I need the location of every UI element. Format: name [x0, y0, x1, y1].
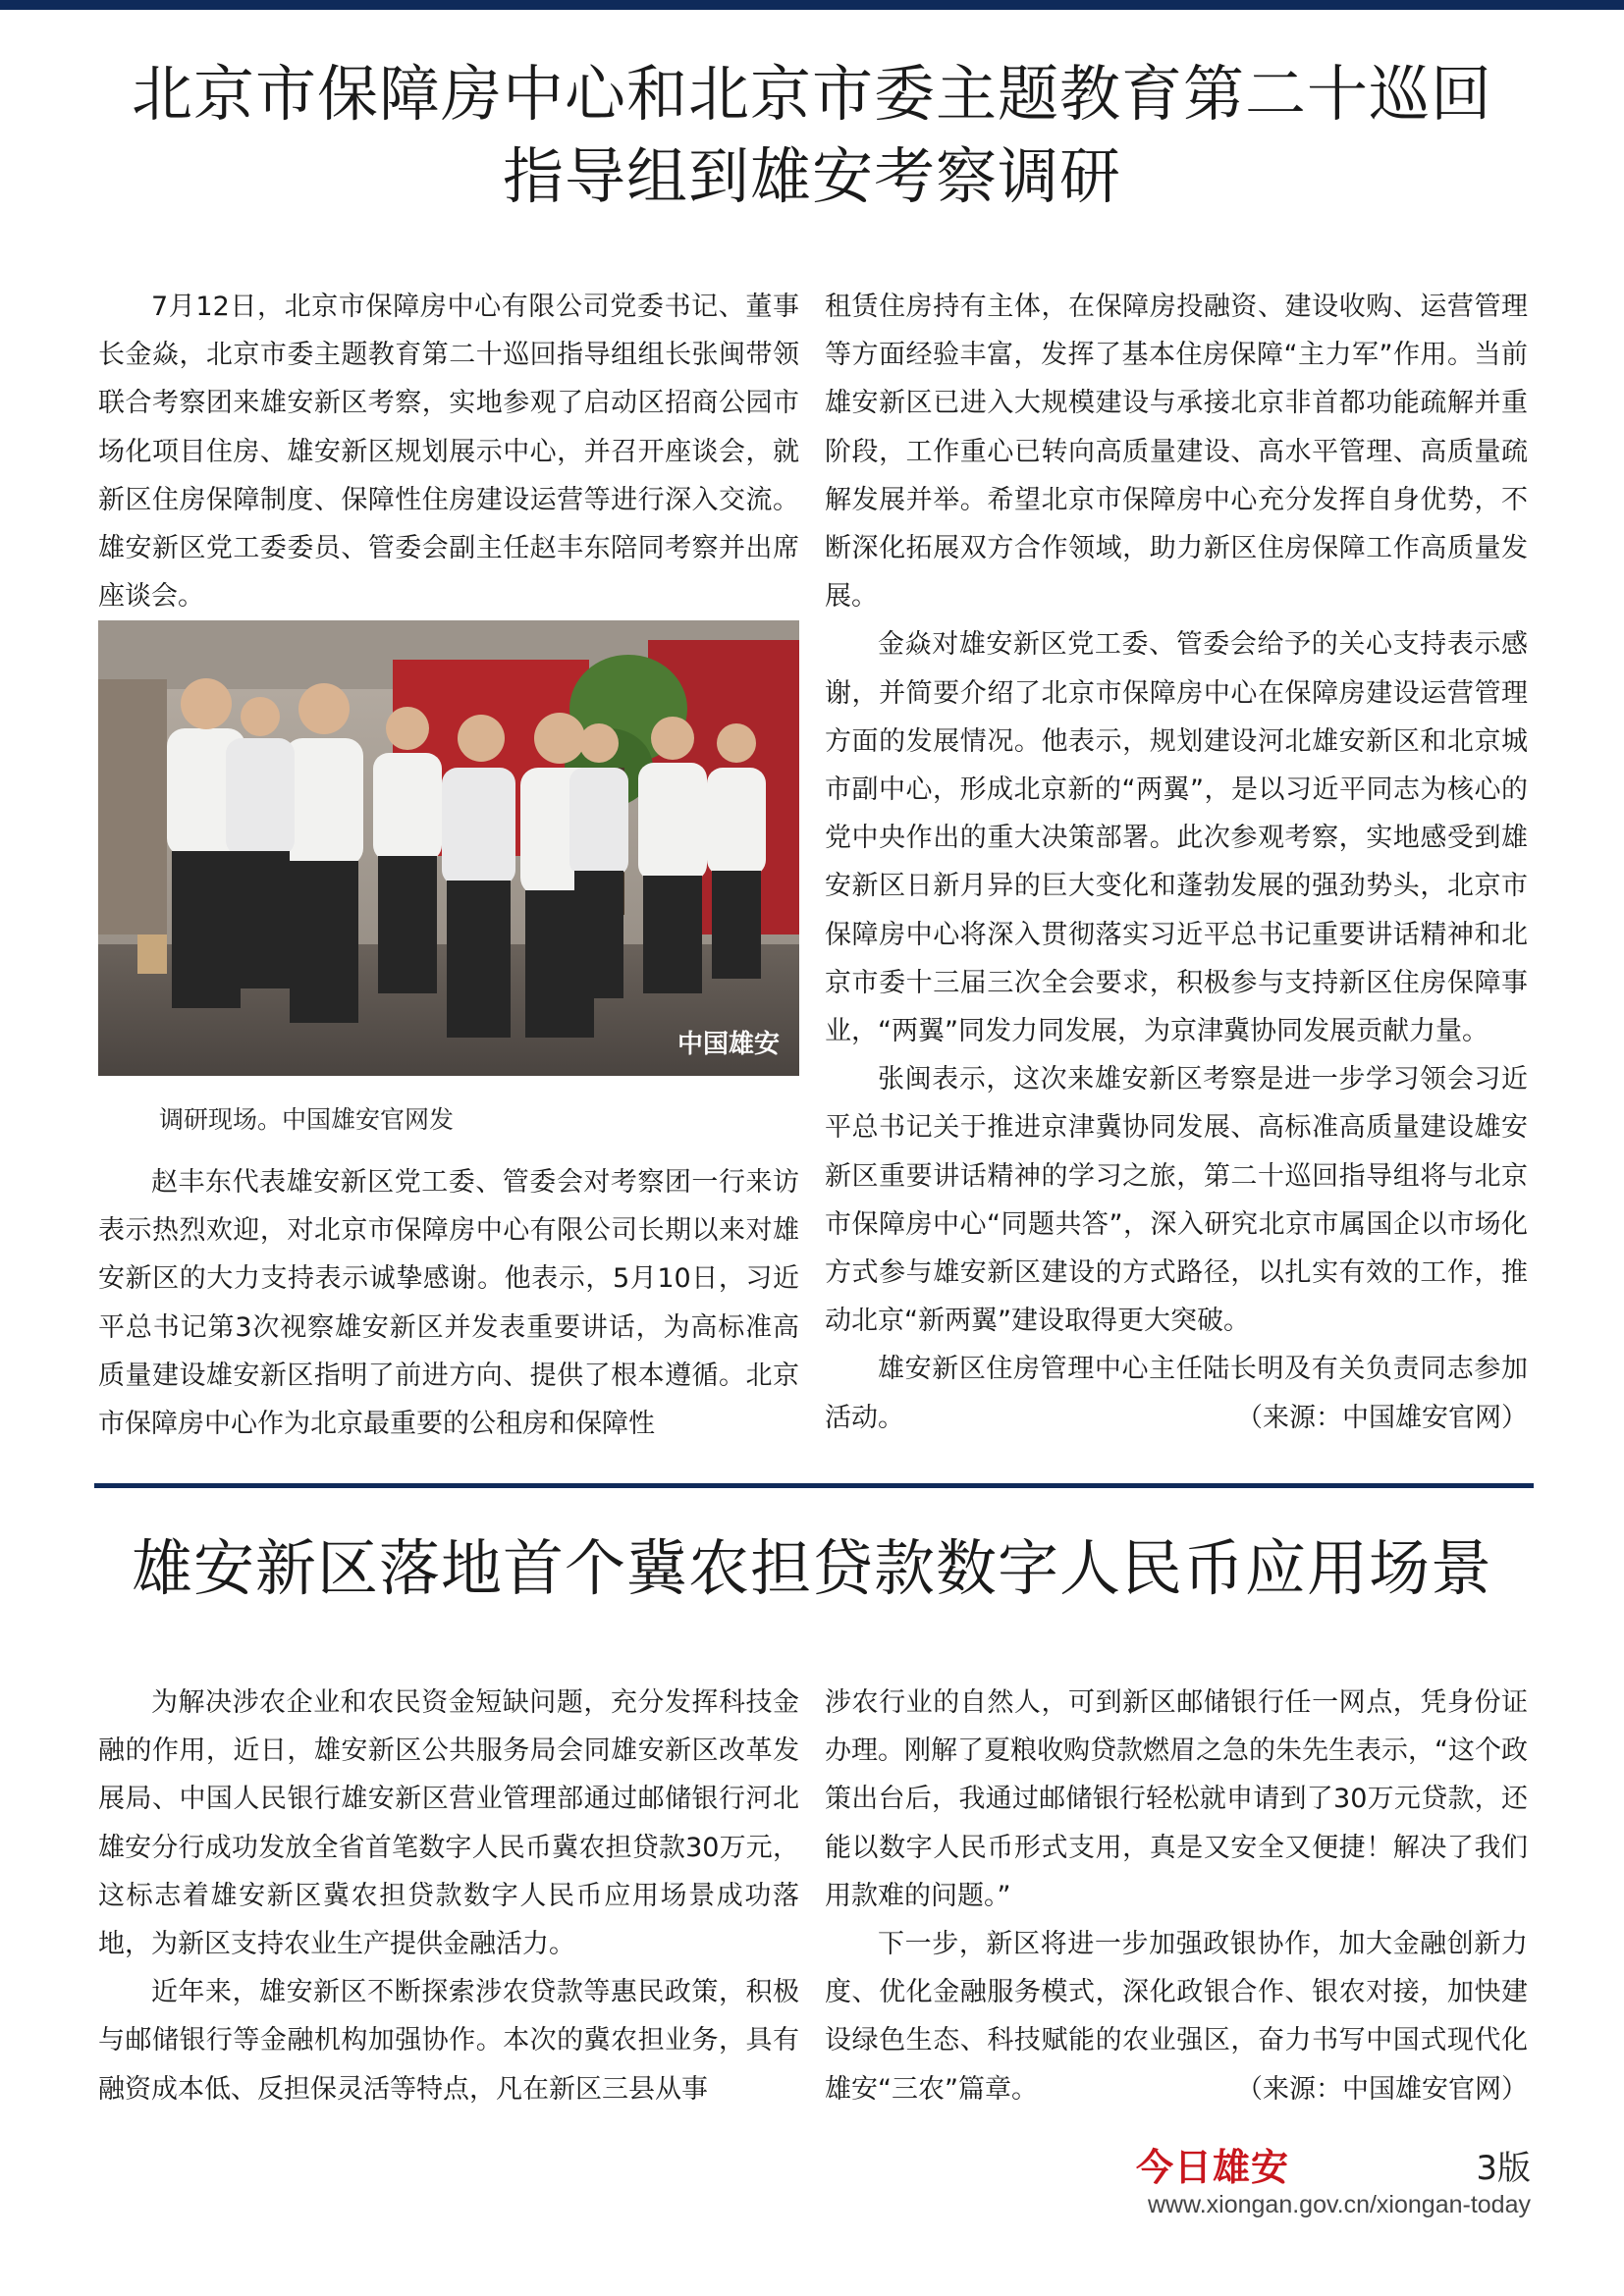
article1-headline-line1: 北京市保障房中心和北京市委主题教育第二十巡回 — [131, 58, 1492, 130]
photo-watermark: 中国雄安 — [677, 1030, 781, 1059]
article1-closing-text: 雄安新区住房管理中心主任陆长明及有关负责同志参加活动。 — [825, 1354, 1528, 1433]
article1-headline-line2: 指导组到雄安考察调研 — [502, 140, 1121, 212]
article1-paragraph-3: 金焱对雄安新区党工委、管委会给予的关心支持表示感谢，并简要介绍了北京市保障房中心在保障房建设运营管理方面的发展情况。他表示，规划建设河北雄安新区和北京城市副中心，形成北京新的“两翼”，是以习近平同志为核心的党中央作出的重大决策部署。此次参观考察，实地感受到雄安新区日新月异的巨大变化和蓬勃发展的强劲势头，北京市保障房中心将深入贯彻落实习近平总书记重要讲话精神和北京市委十三届三次全会要求，积极参与支持新区住房保障事业，“两翼”同发力同发展，为京津冀协同发展贡献力量。 — [825, 629, 1528, 1047]
article2-closing-text: 下一步，新区将进一步加强政银协作，加大金融创新力度、优化金融服务模式，深化政银合作、银农对接，加快建设绿色生态、科技赋能的农业强区，奋力书写中国式现代化雄安“三农”篇章。 — [825, 1929, 1528, 2105]
footer-url: www.xiongan.gov.cn/xiongan-today — [1147, 2191, 1531, 2218]
top-accent-bar — [0, 0, 1624, 10]
article1-headline — [59, 53, 1565, 218]
article2-paragraph-1: 为解决涉农企业和农民资金短缺问题，充分发挥科技金融的作用，近日，雄安新区公共服务局会同雄安新区改革发展局、中国人民银行雄安新区营业管理部通过邮储银行河北雄安分行成功发放全省首笔数字人民币冀农担贷款30万元，这标志着雄安新区冀农担贷款数字人民币应用场景成功落地，为新区支持农业生产提供金融活力。 — [98, 1687, 799, 1960]
article2-right-column — [825, 1679, 1528, 2113]
article1-paragraph-1: 7月12日，北京市保障房中心有限公司党委书记、董事长金焱，北京市委主题教育第二十巡回指导组组长张闽带领联合考察团来雄安新区考察，实地参观了启动区招商公园市场化项目住房、雄安新区规划展示中心，并召开座谈会，就新区住房保障制度、保障性住房建设运营等进行深入交流。雄安新区党工委委员、管委会副主任赵丰东陪同考察并出席座谈会。 — [98, 292, 799, 613]
publication-logo: 今日雄安 — [1136, 2145, 1290, 2189]
article2-left-column — [98, 1679, 799, 2113]
article2-paragraph-2-continued: 涉农行业的自然人，可到新区邮储银行任一网点，凭身份证办理。刚解了夏粮收购贷款燃眉之急的朱先生表示，“这个政策出台后，我通过邮储银行轻松就申请到了30万元贷款，还能以数字人民币形式支用，真是又安全又便捷！解决了我们用款难的问题。” — [825, 1687, 1528, 1911]
article1-paragraph-5 — [825, 1345, 1528, 1441]
article2-source: （来源：中国雄安官网） — [1236, 2073, 1528, 2105]
article2-paragraph-2: 近年来，雄安新区不断探索涉农贷款等惠民政策，积极与邮储银行等金融机构加强协作。本次的冀农担业务，具有融资成本低、反担保灵活等特点，凡在新区三县从事 — [98, 1977, 799, 2105]
page-number: 3版 — [1476, 2149, 1531, 2188]
article1-paragraph-2: 赵丰东代表雄安新区党工委、管委会对考察团一行来访表示热烈欢迎，对北京市保障房中心有限公司长期以来对雄安新区的大力支持表示诚挚感谢。他表示，5月10日，习近平总书记第3次视察雄安新区并发表重要讲话，为高标准高质量建设雄安新区指明了前进方向、提供了根本遵循。北京市保障房中心作为北京最重要的公租房和保障性 — [98, 1167, 799, 1440]
article1-paragraph-2-continued: 租赁住房持有主体，在保障房投融资、建设收购、运营管理等方面经验丰富，发挥了基本住房保障“主力军”作用。当前雄安新区已进入大规模建设与承接北京非首都功能疏解并重阶段，工作重心已转向高质量建设、高水平管理、高质量疏解发展并举。希望北京市保障房中心充分发挥自身优势，不断深化拓展双方合作领域，助力新区住房保障工作高质量发展。 — [825, 292, 1528, 613]
article1-right-column — [825, 283, 1528, 1442]
article1-left-column-top — [98, 283, 799, 620]
article1-photo — [98, 620, 799, 1076]
article2-paragraph-3 — [825, 1920, 1528, 2113]
section-divider — [94, 1483, 1534, 1488]
article1-source: （来源：中国雄安官网） — [1236, 1402, 1528, 1433]
article1-left-column-bottom — [98, 1158, 799, 1448]
article2-headline: 雄安新区落地首个冀农担贷款数字人民币应用场景 — [131, 1532, 1492, 1604]
photo-caption: 调研现场。中国雄安官网发 — [159, 1105, 455, 1134]
article1-paragraph-4: 张闽表示，这次来雄安新区考察是进一步学习领会习近平总书记关于推进京津冀协同发展、高标准高质量建设雄安新区重要讲话精神的学习之旅，第二十巡回指导组将与北京市保障房中心“同题共答”，深入研究北京市属国企以市场化方式参与雄安新区建设的方式路径，以扎实有效的工作，推动北京“新两翼”建设取得更大突破。 — [825, 1064, 1528, 1337]
